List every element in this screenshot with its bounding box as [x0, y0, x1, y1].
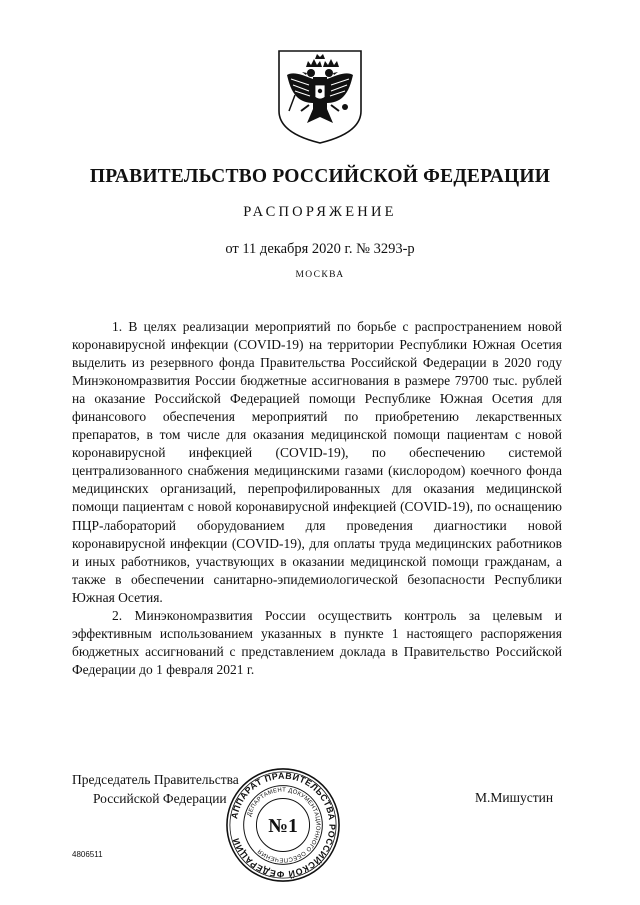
document-code: 4806511	[72, 850, 103, 859]
government-title: ПРАВИТЕЛЬСТВО РОССИЙСКОЙ ФЕДЕРАЦИИ	[89, 166, 551, 187]
document-type: РАСПОРЯЖЕНИЕ	[243, 204, 397, 220]
svg-text:АППАРАТ ПРАВИТЕЛЬСТВА РОССИЙСК: АППАРАТ ПРАВИТЕЛЬСТВА РОССИЙСКОЙ ФЕДЕРАЦИИ	[229, 770, 338, 880]
document-city: МОСКВА	[295, 270, 345, 280]
svg-text:№1: №1	[268, 814, 298, 837]
svg-text:ДЕПАРТАМЕНТ ДОКУМЕНТАЦИОННОГО: ДЕПАРТАМЕНТ ДОКУМЕНТАЦИОННОГО ОБЕСПЕЧЕНИЯ	[246, 787, 321, 863]
signatory-position-line-1: Председатель Правительства	[72, 772, 239, 787]
signatory-position-line-2: Российской Федерации	[93, 791, 227, 806]
signatory-name: М.Мишустин	[475, 790, 554, 805]
document-date-number: от 11 декабря 2020 г. № 3293-р	[225, 241, 415, 257]
paragraph-1: 1. В целях реализации мероприятий по борьбе с распространением новой коронавирусной инфекции (COVID-19) на территории Республики Южная Осетия выделить из резервного фонда Правительства Российской Федерации в 2020 году Минэкономразвития России бюджетные ассигнования в размере 79700 тыс. рублей на оказание Российской Федерацией помощи Республике Южная Осетия для финансового обеспечения мероприятий по приобретению лекарственных препаратов, в том числе для оказания медицинской помощи пациентам с новой коронавирусной инфекцией (COVID-19), по обеспечению системой централизованного снабжения медицинскими газами (кислородом) коечного фонда медицинских организаций, перепрофилированных для оказания медицинской помощи пациентам с новой коронавирусной инфекцией (COVID-19), по оснащению ПЦР-лабораторий оборудованием для проведения диагностики новой коронавирусной инфекции (COVID-19), для оплаты труда медицинских работников и иных работников, участвующих в оказании медицинской помощи гражданам, а также в обеспечении санитарно-эпидемиологической безопасности Республики Южная Осетия.	[72, 319, 562, 605]
official-seal-icon	[224, 766, 342, 884]
paragraph-2: 2. Минэкономразвития России осуществить контроль за целевым и эффективным использованием указанных в пункте 1 настоящего распоряжения бюджетных ассигнований с представлением доклада в Правительство Российской Федерации до 1 февраля 2021 г.	[72, 607, 562, 677]
document-body	[72, 318, 562, 679]
coat-of-arms-icon	[273, 45, 367, 145]
signatory-position	[72, 770, 239, 808]
